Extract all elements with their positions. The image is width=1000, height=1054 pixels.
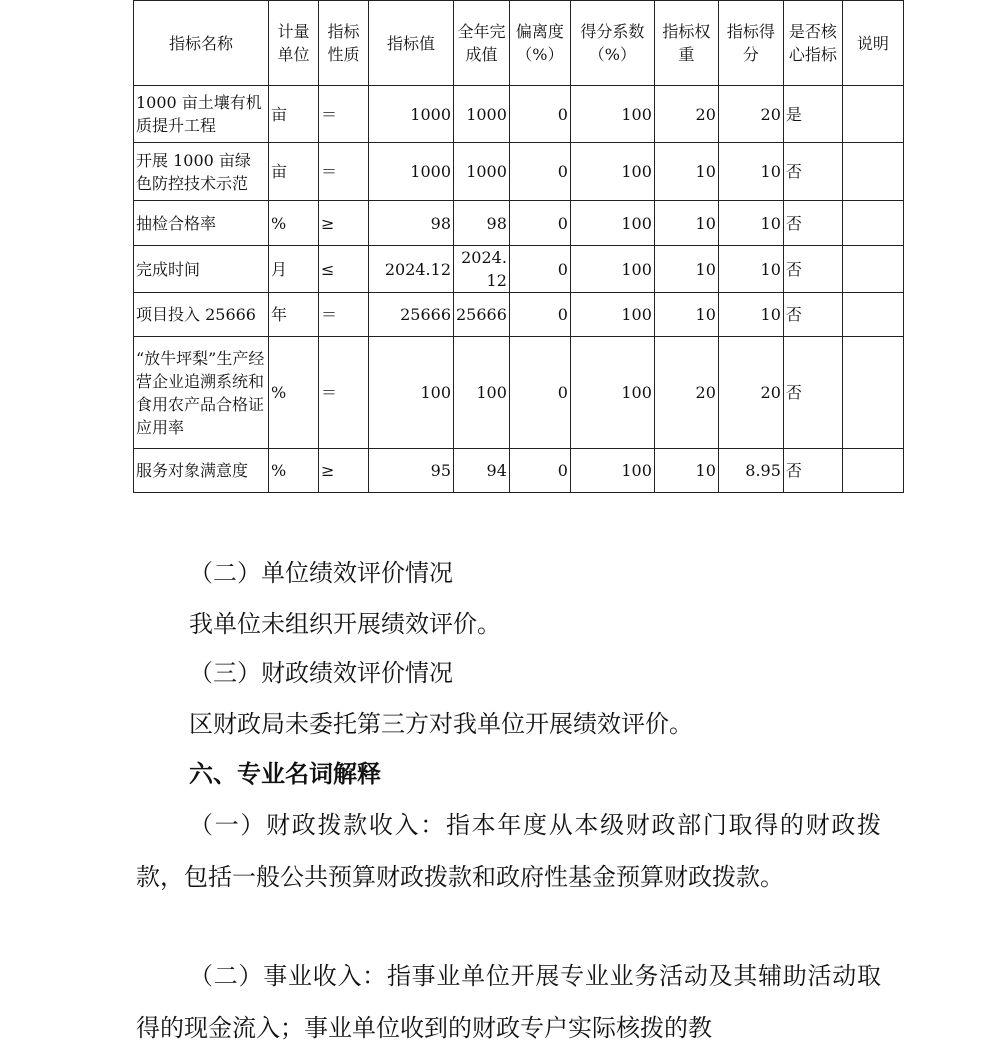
weight: 10	[654, 293, 718, 337]
score: 20	[718, 86, 783, 143]
unit: 月	[269, 246, 319, 293]
note	[842, 143, 903, 201]
table-row	[134, 143, 904, 201]
table-row	[134, 246, 904, 293]
definition-term: （二）事业收入：	[189, 962, 387, 990]
nature: ＝	[319, 86, 369, 143]
score: 10	[718, 143, 783, 201]
score-coefficient: 100	[570, 201, 654, 246]
actual-value: 98	[454, 201, 510, 246]
note	[842, 246, 903, 293]
definition-text: 指事业单位开展专业业务活动及其辅助活动取得的现金流入；事业单位收到的财政专户实际核拨的教	[136, 962, 882, 1042]
definition-term: （一）财政拨款收入：	[189, 811, 446, 839]
score: 10	[718, 201, 783, 246]
deviation: 0	[509, 246, 570, 293]
weight: 10	[654, 449, 718, 493]
actual-value: 100	[454, 337, 510, 449]
header-cell: 说明	[842, 1, 903, 86]
header-cell: 计量单位	[269, 1, 319, 86]
note	[842, 201, 903, 246]
core-flag: 否	[783, 246, 842, 293]
note	[842, 293, 903, 337]
unit: %	[269, 337, 319, 449]
definition-text: 指本年度从本级财政部门取得的财政拨款，包括一般公共预算财政拨款和政府性基金预算财政拨款。	[136, 811, 882, 891]
section-body-unit-evaluation: 我单位未组织开展绩效评价。	[189, 610, 501, 638]
performance-indicator-table	[133, 0, 904, 493]
score-coefficient: 100	[570, 293, 654, 337]
nature: ≤	[319, 246, 369, 293]
deviation: 0	[509, 201, 570, 246]
indicator-name: “放牛坪梨”生产经营企业追溯系统和食用农产品合格证应用率	[134, 337, 269, 449]
section-body-finance-evaluation: 区财政局未委托第三方对我单位开展绩效评价。	[189, 710, 693, 738]
weight: 20	[654, 337, 718, 449]
target-value: 98	[369, 201, 454, 246]
score: 8.95	[718, 449, 783, 493]
definition-business-income	[136, 951, 881, 1054]
table-header-row	[134, 1, 904, 86]
core-flag: 否	[783, 293, 842, 337]
header-cell: 指标名称	[134, 1, 269, 86]
target-value: 1000	[369, 86, 454, 143]
actual-value: 1000	[454, 143, 510, 201]
weight: 20	[654, 86, 718, 143]
actual-value: 1000	[454, 86, 510, 143]
deviation: 0	[509, 86, 570, 143]
table-row	[134, 293, 904, 337]
weight: 10	[654, 201, 718, 246]
unit: %	[269, 449, 319, 493]
nature: ＝	[319, 293, 369, 337]
target-value: 25666	[369, 293, 454, 337]
score: 20	[718, 337, 783, 449]
unit: 亩	[269, 143, 319, 201]
indicator-name: 服务对象满意度	[134, 449, 269, 493]
score-coefficient: 100	[570, 246, 654, 293]
core-flag: 否	[783, 337, 842, 449]
header-cell: 全年完成值	[454, 1, 510, 86]
unit: 亩	[269, 86, 319, 143]
table-row	[134, 86, 904, 143]
target-value: 2024.12	[369, 246, 454, 293]
deviation: 0	[509, 293, 570, 337]
weight: 10	[654, 143, 718, 201]
indicator-name: 完成时间	[134, 246, 269, 293]
nature: ＝	[319, 143, 369, 201]
header-cell: 是否核心指标	[783, 1, 842, 86]
actual-value: 94	[454, 449, 510, 493]
nature: ≥	[319, 449, 369, 493]
definition-fiscal-appropriation	[136, 800, 881, 903]
unit: %	[269, 201, 319, 246]
core-flag: 否	[783, 201, 842, 246]
section-heading-glossary: 六、专业名词解释	[189, 760, 381, 788]
note	[842, 337, 903, 449]
section-heading-unit-evaluation: （二）单位绩效评价情况	[189, 559, 453, 587]
actual-value: 25666	[454, 293, 510, 337]
header-cell: 指标性质	[319, 1, 369, 86]
nature: ＝	[319, 337, 369, 449]
score: 10	[718, 246, 783, 293]
note	[842, 86, 903, 143]
target-value: 95	[369, 449, 454, 493]
unit: 年	[269, 293, 319, 337]
header-cell: 指标权重	[654, 1, 718, 86]
indicator-name: 项目投入 25666	[134, 293, 269, 337]
section-heading-finance-evaluation: （三）财政绩效评价情况	[189, 659, 453, 687]
actual-value: 2024.12	[454, 246, 510, 293]
target-value: 1000	[369, 143, 454, 201]
score-coefficient: 100	[570, 143, 654, 201]
header-cell: 得分系数（%）	[570, 1, 654, 86]
header-cell: 指标得分	[718, 1, 783, 86]
core-flag: 是	[783, 86, 842, 143]
score-coefficient: 100	[570, 86, 654, 143]
deviation: 0	[509, 143, 570, 201]
deviation: 0	[509, 337, 570, 449]
nature: ≥	[319, 201, 369, 246]
header-cell: 指标值	[369, 1, 454, 86]
table-row	[134, 449, 904, 493]
core-flag: 否	[783, 449, 842, 493]
indicator-name: 抽检合格率	[134, 201, 269, 246]
indicator-name: 1000 亩土壤有机质提升工程	[134, 86, 269, 143]
indicator-name: 开展 1000 亩绿色防控技术示范	[134, 143, 269, 201]
weight: 10	[654, 246, 718, 293]
core-flag: 否	[783, 143, 842, 201]
deviation: 0	[509, 449, 570, 493]
score: 10	[718, 293, 783, 337]
table-row	[134, 337, 904, 449]
note	[842, 449, 903, 493]
score-coefficient: 100	[570, 449, 654, 493]
table-row	[134, 201, 904, 246]
target-value: 100	[369, 337, 454, 449]
score-coefficient: 100	[570, 337, 654, 449]
header-cell: 偏离度（%）	[509, 1, 570, 86]
